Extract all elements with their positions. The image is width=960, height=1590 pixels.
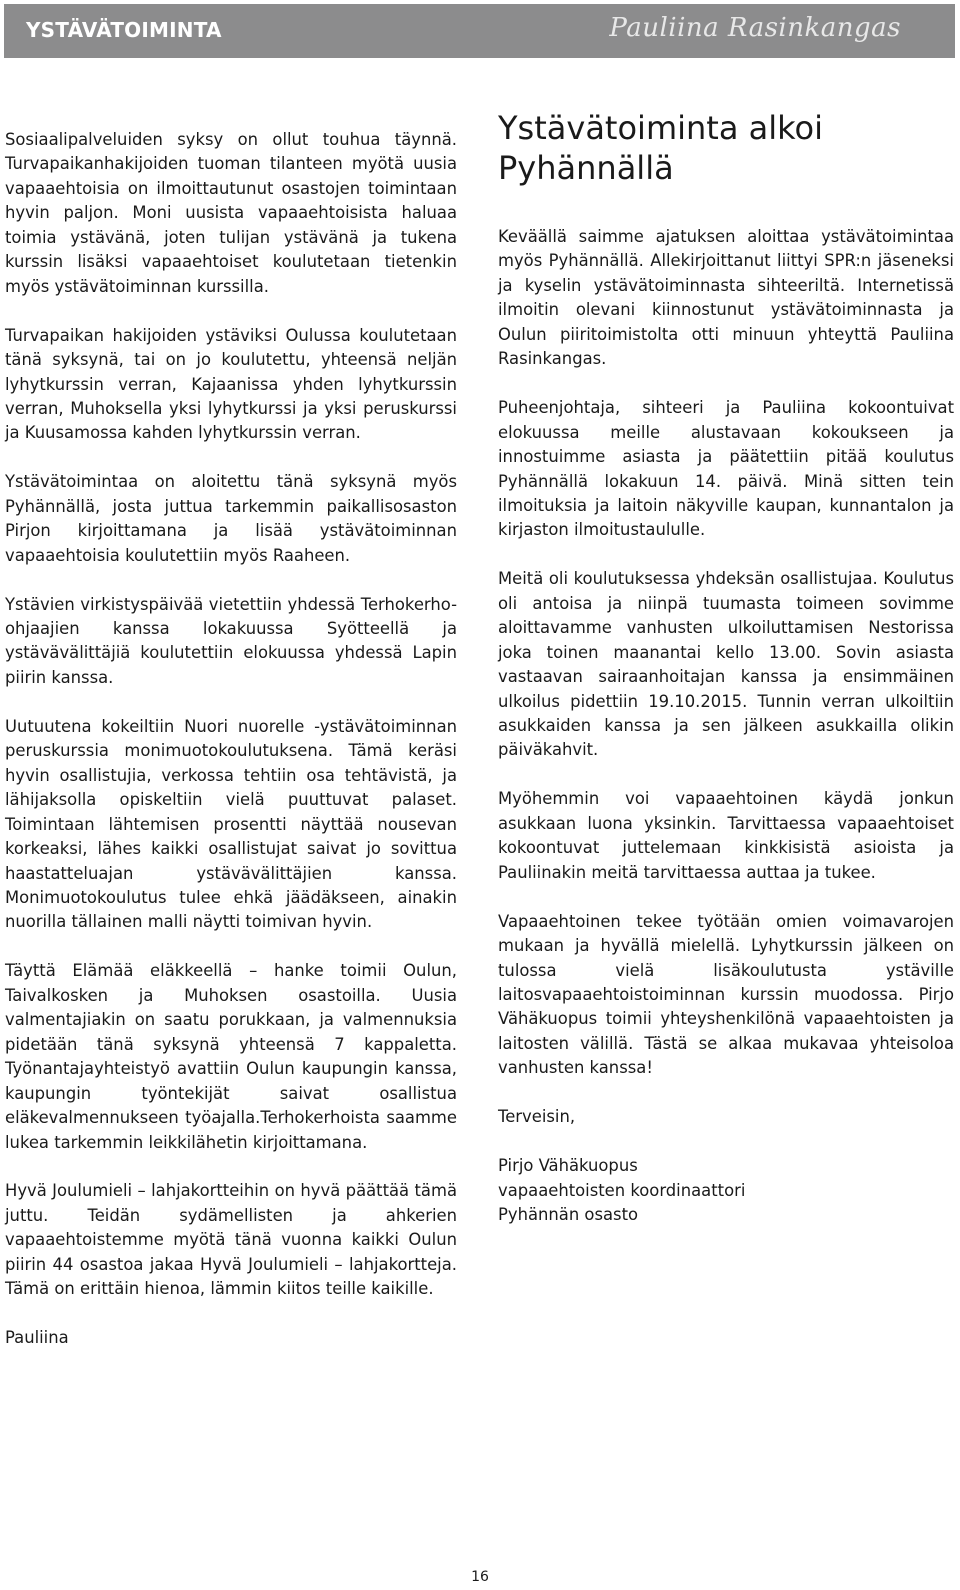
paragraph: Uutuutena kokeiltiin Nuori nuorelle -ystävätoiminnan peruskurssia monimuotokoulutuksena. Tämä keräsi hyvin osallistujia, verkossa tehtiin osa tehtävistä, ja lähijaksolla opiskeltiin vielä puuttuvat palaset. Toimintaan lähtemisen prosentti näyttää nousevan korkeaksi, lähes kaikki osallistujat saivat jo sovittua haastatteluajan ystävävälittäjien kanssa. Monimuotokoulutus tulee ehkä jäädäkseen, ainakin nuorilla tällainen malli näytti toimivan hyvin. [5,716,457,932]
signature-org: Pyhännän osasto [498,1205,639,1225]
paragraph: Meitä oli koulutuksessa yhdeksän osallistujaa. Koulutus oli antoisa ja niinpä tuumasta toimeen sovimme aloittavamme vanhusten ulkoiluttamisen Nestorissa joka toinen maanantai kello 13.00. Sovin asiasta vastaavan sairaanhoitajan kanssa ja ensimmäinen ulkoilus pidettiin 19.10.2015. Tunnin verran ulkoiltiin asukkaiden kanssa ja sen jälkeen asukkailla olikin päiväkahvit. [498,569,954,760]
header-band [4,4,955,58]
right-column [498,108,954,1227]
signature-name: Pirjo Vähäkuopus [498,1156,638,1176]
left-column [5,128,457,1375]
paragraph: Ystävien virkistyspäivää vietettiin yhdessä Terhokerho-ohjaajien kanssa lokakuussa Syötteellä ja ystävävälittäjiä koulutettiin elokuussa yhdessä Lapin piirin kanssa. [5,594,457,687]
section-title: YSTÄVÄTOIMINTA [26,18,222,42]
signature [498,1154,954,1227]
author-name: Pauliina Rasinkangas [609,13,901,43]
paragraph: Sosiaalipalveluiden syksy on ollut touhua täynnä. Turvapaikanhakijoiden tuoman tilanteen myötä uusia vapaaehtoisia on ilmoittautunut osastojen toimintaan hyvin paljon. Moni uusista vapaaehtoisista haluaa toimia ystävänä, joten tulijan ystävänä ja tukena kurssin lisäksi vapaaehtoiset koulutetaan tietenkin myös ystävätoiminnan kurssilla. [5,130,457,296]
paragraph: Hyvä Joulumieli – lahjakortteihin on hyvä päättää tämä juttu. Teidän sydämellisten ja ahkerien vapaaehtoistemme myötä tänä vuonna kaikki Oulun piirin 44 osastoa jakaa Hyvä Joulumieli – lahjakortteja. Tämä on erittäin hienoa, lämmin kiitos teille kaikille. [5,1181,457,1299]
closing-greeting: Terveisin, [498,1107,576,1127]
paragraph: Ystävätoimintaa on aloitettu tänä syksynä myös Pyhännällä, josta juttua tarkemmin paikallisosaston Pirjon kirjoittamana ja lisää ystävätoiminnan vapaaehtoisia koulutettiin myös Raaheen. [5,472,457,565]
paragraph: Täyttä Elämää eläkkeellä – hanke toimii Oulun, Taivalkosken ja Muhoksen osastoilla. Uusia valmentajiakin on saatu porukkaan, ja valmennuksia pidetään tänä syksynä yhteensä 7 kappaletta. Työnantajayhteistyö avattiin Oulun kaupungin kanssa, kaupungin työntekijät saivat osallistua eläkevalmennukseen työajalla.Terhokerhoista saamme lukea tarkemmin leikkilähetin kirjoittamana. [5,961,457,1152]
paragraph: Turvapaikan hakijoiden ystäviksi Oulussa koulutetaan tänä syksynä, tai on jo koulutettu, yhteensä neljän lyhytkurssin verran, Kajaanissa yhden lyhytkurssin verran, Muhoksella yksi lyhytkurssi ja yksi peruskurssi ja Kuusamossa kahden lyhytkurssin verran. [5,325,457,443]
signoff: Pauliina [5,1328,69,1348]
article-heading: Ystävätoiminta alkoi Pyhännällä [498,109,823,187]
paragraph: Myöhemmin voi vapaaehtoinen käydä jonkun asukkaan luona yksinkin. Tarvittaessa vapaaehtoiset kokoontuvat juttelemaan kinkkisistä asioista ja Pauliinakin meitä tarvittaessa auttaa ja tukee. [498,789,954,882]
page-number: 16 [471,1569,489,1585]
paragraph: Keväällä saimme ajatuksen aloittaa ystävätoimintaa myös Pyhännällä. Allekirjoittanut liittyi SPR:n jäseneksi ja kyselin ystävätoiminnasta sihteeriltä. Internetissä ilmoitin olevani kiinnostunut ystävätoiminnasta ja Oulun piiritoimistolta otti minuun yhteyttä Pauliina Rasinkangas. [498,227,954,369]
paragraph: Vapaaehtoinen tekee työtään omien voimavarojen mukaan ja hyvällä mielellä. Lyhytkurssin jälkeen on tulossa vielä lisäkoulutusta ystäville laitosvapaaehtoistoiminnan kurssin muodossa. Pirjo Vähäkuopus toimii yhteyshenkilönä vapaaehtoisten ja laitosten välillä. Tästä se alkaa mukavaa yhteisoloa vanhusten kanssa! [498,911,954,1078]
signature-role: vapaaehtoisten koordinaattori [498,1180,746,1200]
paragraph: Puheenjohtaja, sihteeri ja Pauliina kokoontuivat elokuussa meille alustavaan kokoukseen ja innostuimme asiasta ja päätettiin pitää koulutus Pyhännällä lokakuun 14. päivä. Minä sitten tein ilmoituksia ja laitoin näkyville kaupan, kunnantalon ja kirjaston ilmoitustaululle. [498,398,954,540]
